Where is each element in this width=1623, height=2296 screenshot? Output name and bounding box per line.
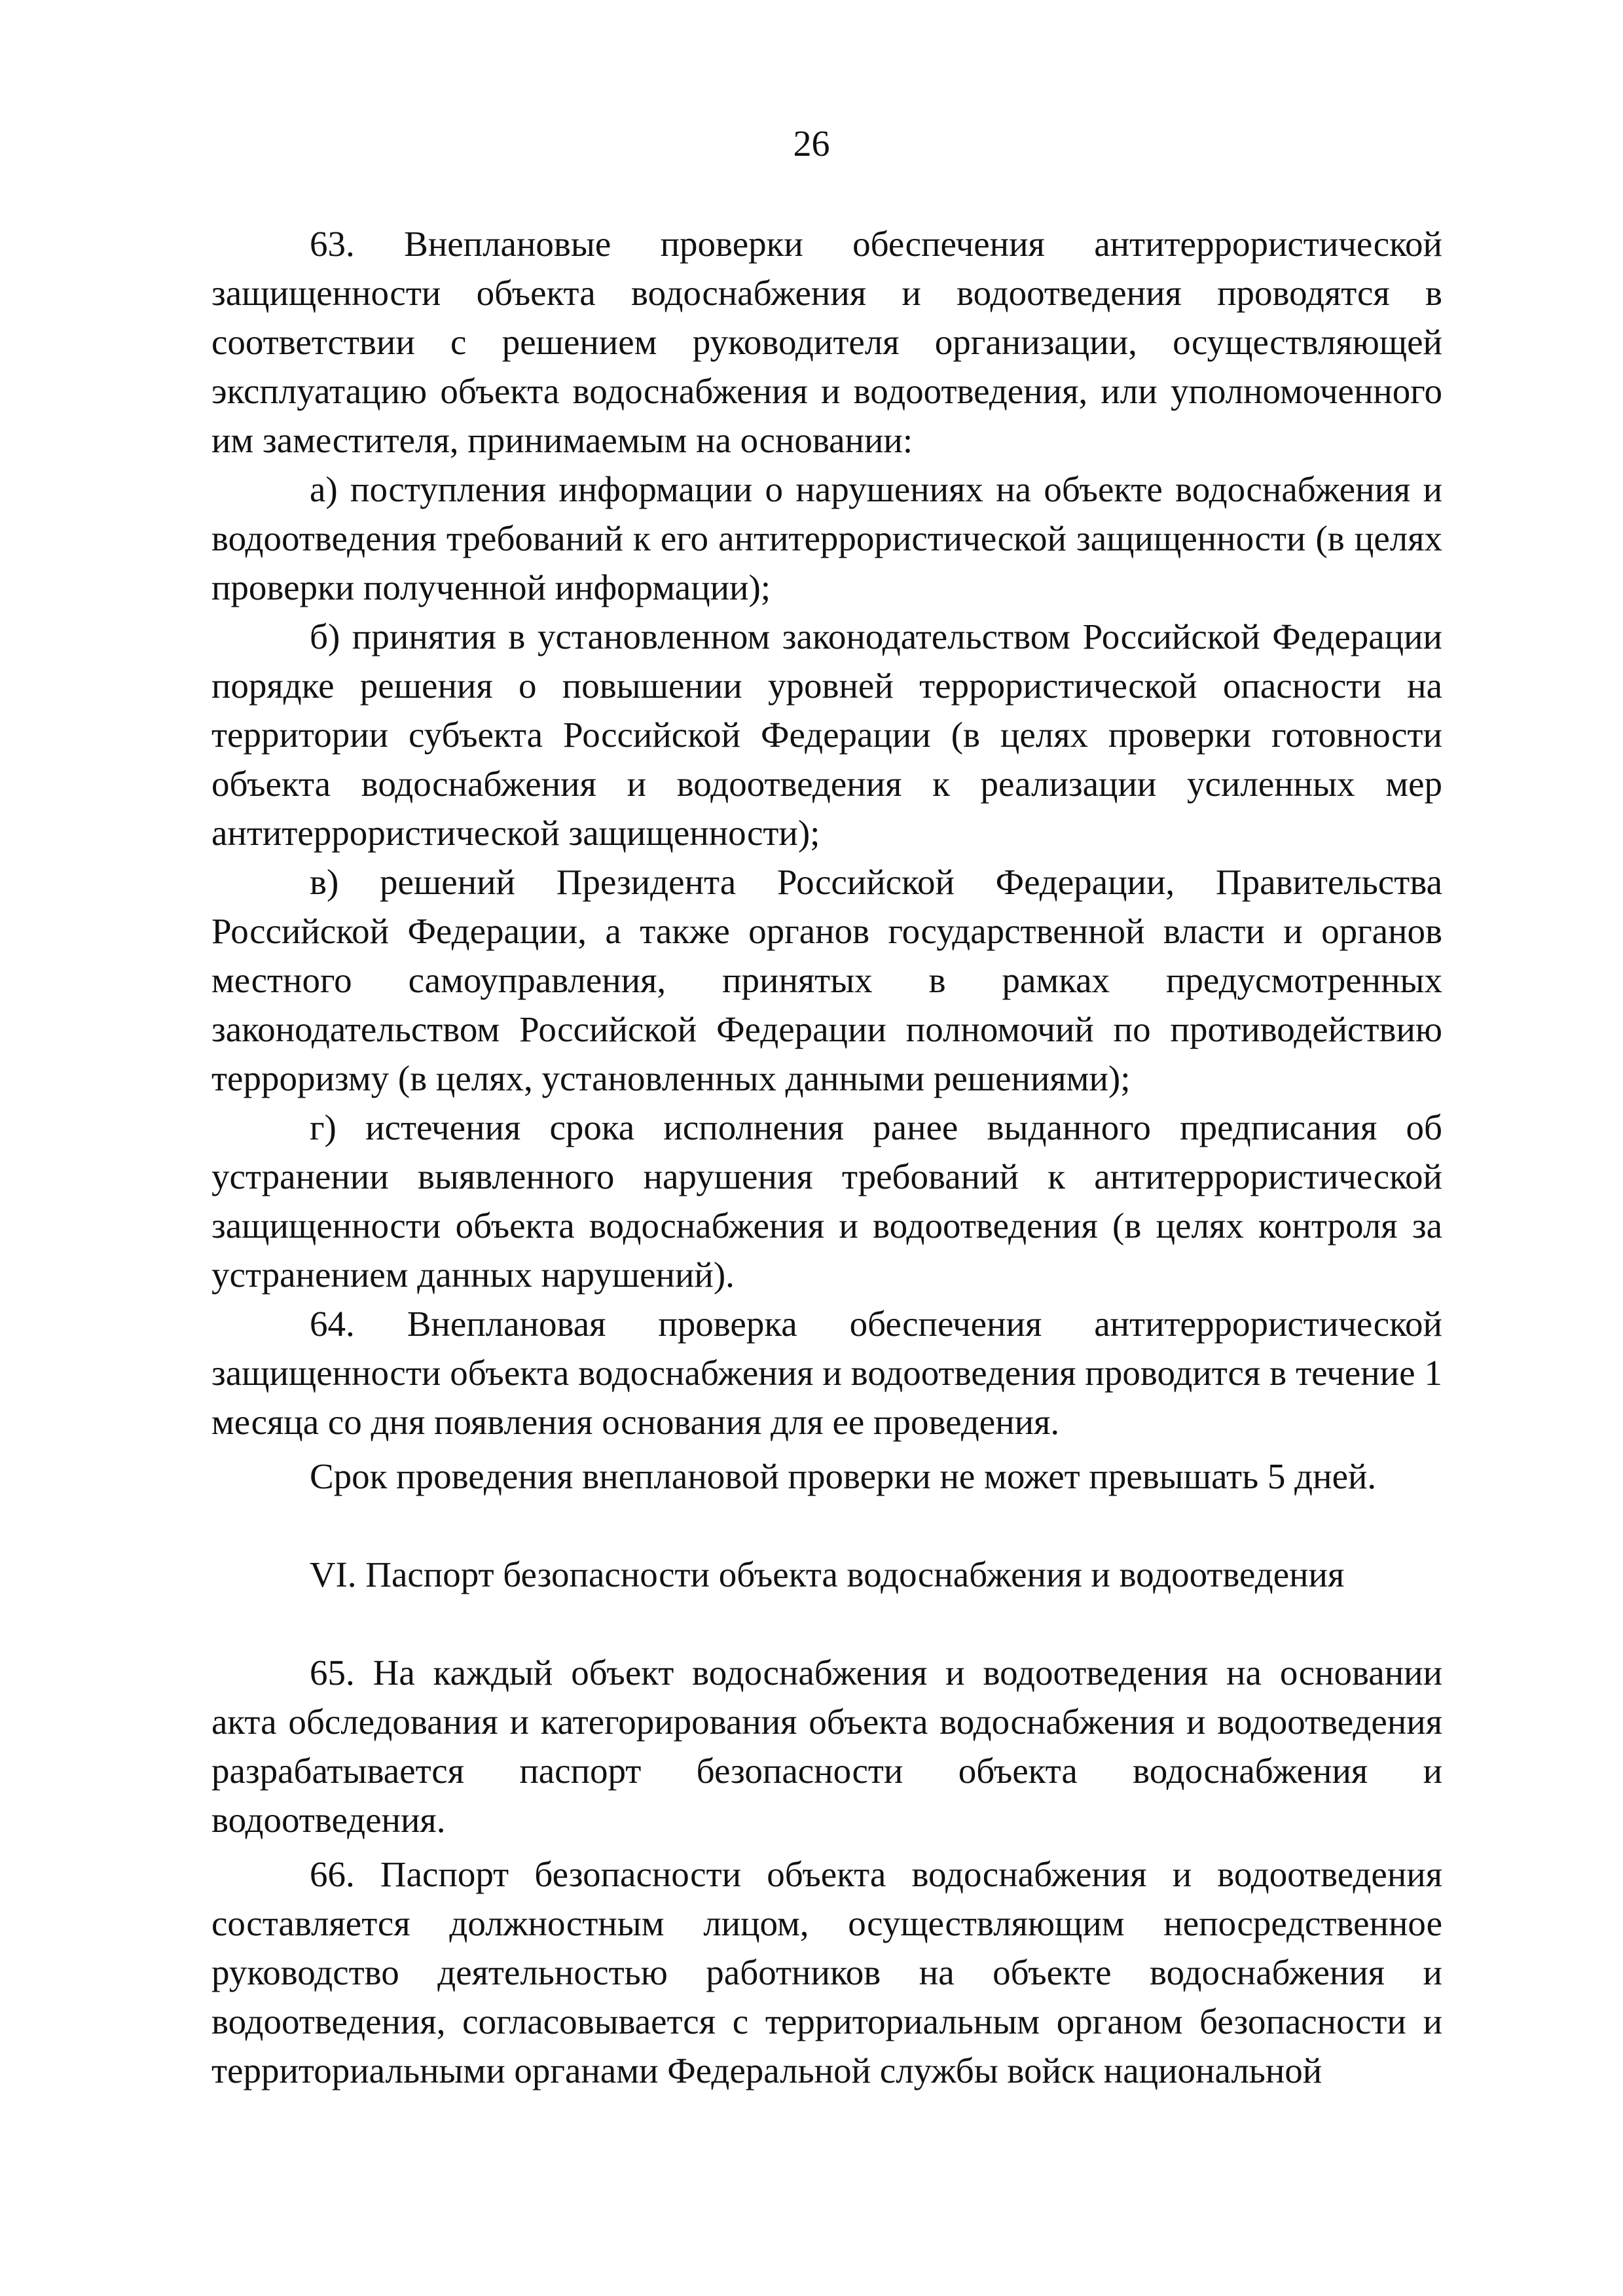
page-number: 26 (793, 124, 830, 164)
document-body (211, 219, 1442, 2095)
list-item-b: б) принятия в установленном законодательством Российской Федерации порядке решения о повышении уровней террористической опасности на территории субъекта Российской Федерации (в целях проверки готовности объекта водоснабжения и водоотведения к реализации усиленных мер антитеррористической защищенности); (211, 617, 1442, 853)
paragraph-63: 63. Внеплановые проверки обеспечения антитеррористической защищенности объекта водоснабжения и водоотведения проводятся в соответствии с решением руководителя организации, осуществляющей эксплуатацию объекта водоснабжения и водоотведения, или уполномоченного им заместителя, принимаемым на основании: (211, 224, 1442, 460)
paragraph-64: 64. Внеплановая проверка обеспечения антитеррористической защищенности объекта водоснабжения и водоотведения проводится в течение 1 месяца со дня появления основания для ее проведения. (211, 1304, 1442, 1442)
list-item-v: в) решений Президента Российской Федерации, Правительства Российской Федерации, а также органов государственной власти и органов местного самоуправления, принятых в рамках предусмотренных законодательством Российской Федерации полномочий по противодействию терроризму (в целях, установленных данными решениями); (211, 862, 1442, 1098)
list-item-a: а) поступления информации о нарушениях на объекте водоснабжения и водоотведения требований к его антитеррористической защищенности (в целях проверки полученной информации); (211, 469, 1442, 607)
section-heading: VI. Паспорт безопасности объекта водоснабжения и водоотведения (309, 1554, 1345, 1594)
paragraph-64-term: Срок проведения внеплановой проверки не может превышать 5 дней. (310, 1456, 1377, 1496)
list-item-g: г) истечения срока исполнения ранее выданного предписания об устранении выявленного нарушения требований к антитеррористической защищенности объекта водоснабжения и водоотведения (в целях контроля за устранением данных нарушений). (211, 1107, 1442, 1295)
paragraph-65: 65. На каждый объект водоснабжения и водоотведения на основании акта обследования и категорирования объекта водоснабжения и водоотведения разрабатывается паспорт безопасности объекта водоснабжения и водоотведения. (211, 1653, 1442, 1840)
paragraph-66: 66. Паспорт безопасности объекта водоснабжения и водоотведения составляется должностным лицом, осуществляющим непосредственное руководство деятельностью работников на объекте водоснабжения и водоотведения, согласовывается с территориальным органом безопасности и территориальными органами Федеральной службы войск национальной (211, 1854, 1442, 2090)
